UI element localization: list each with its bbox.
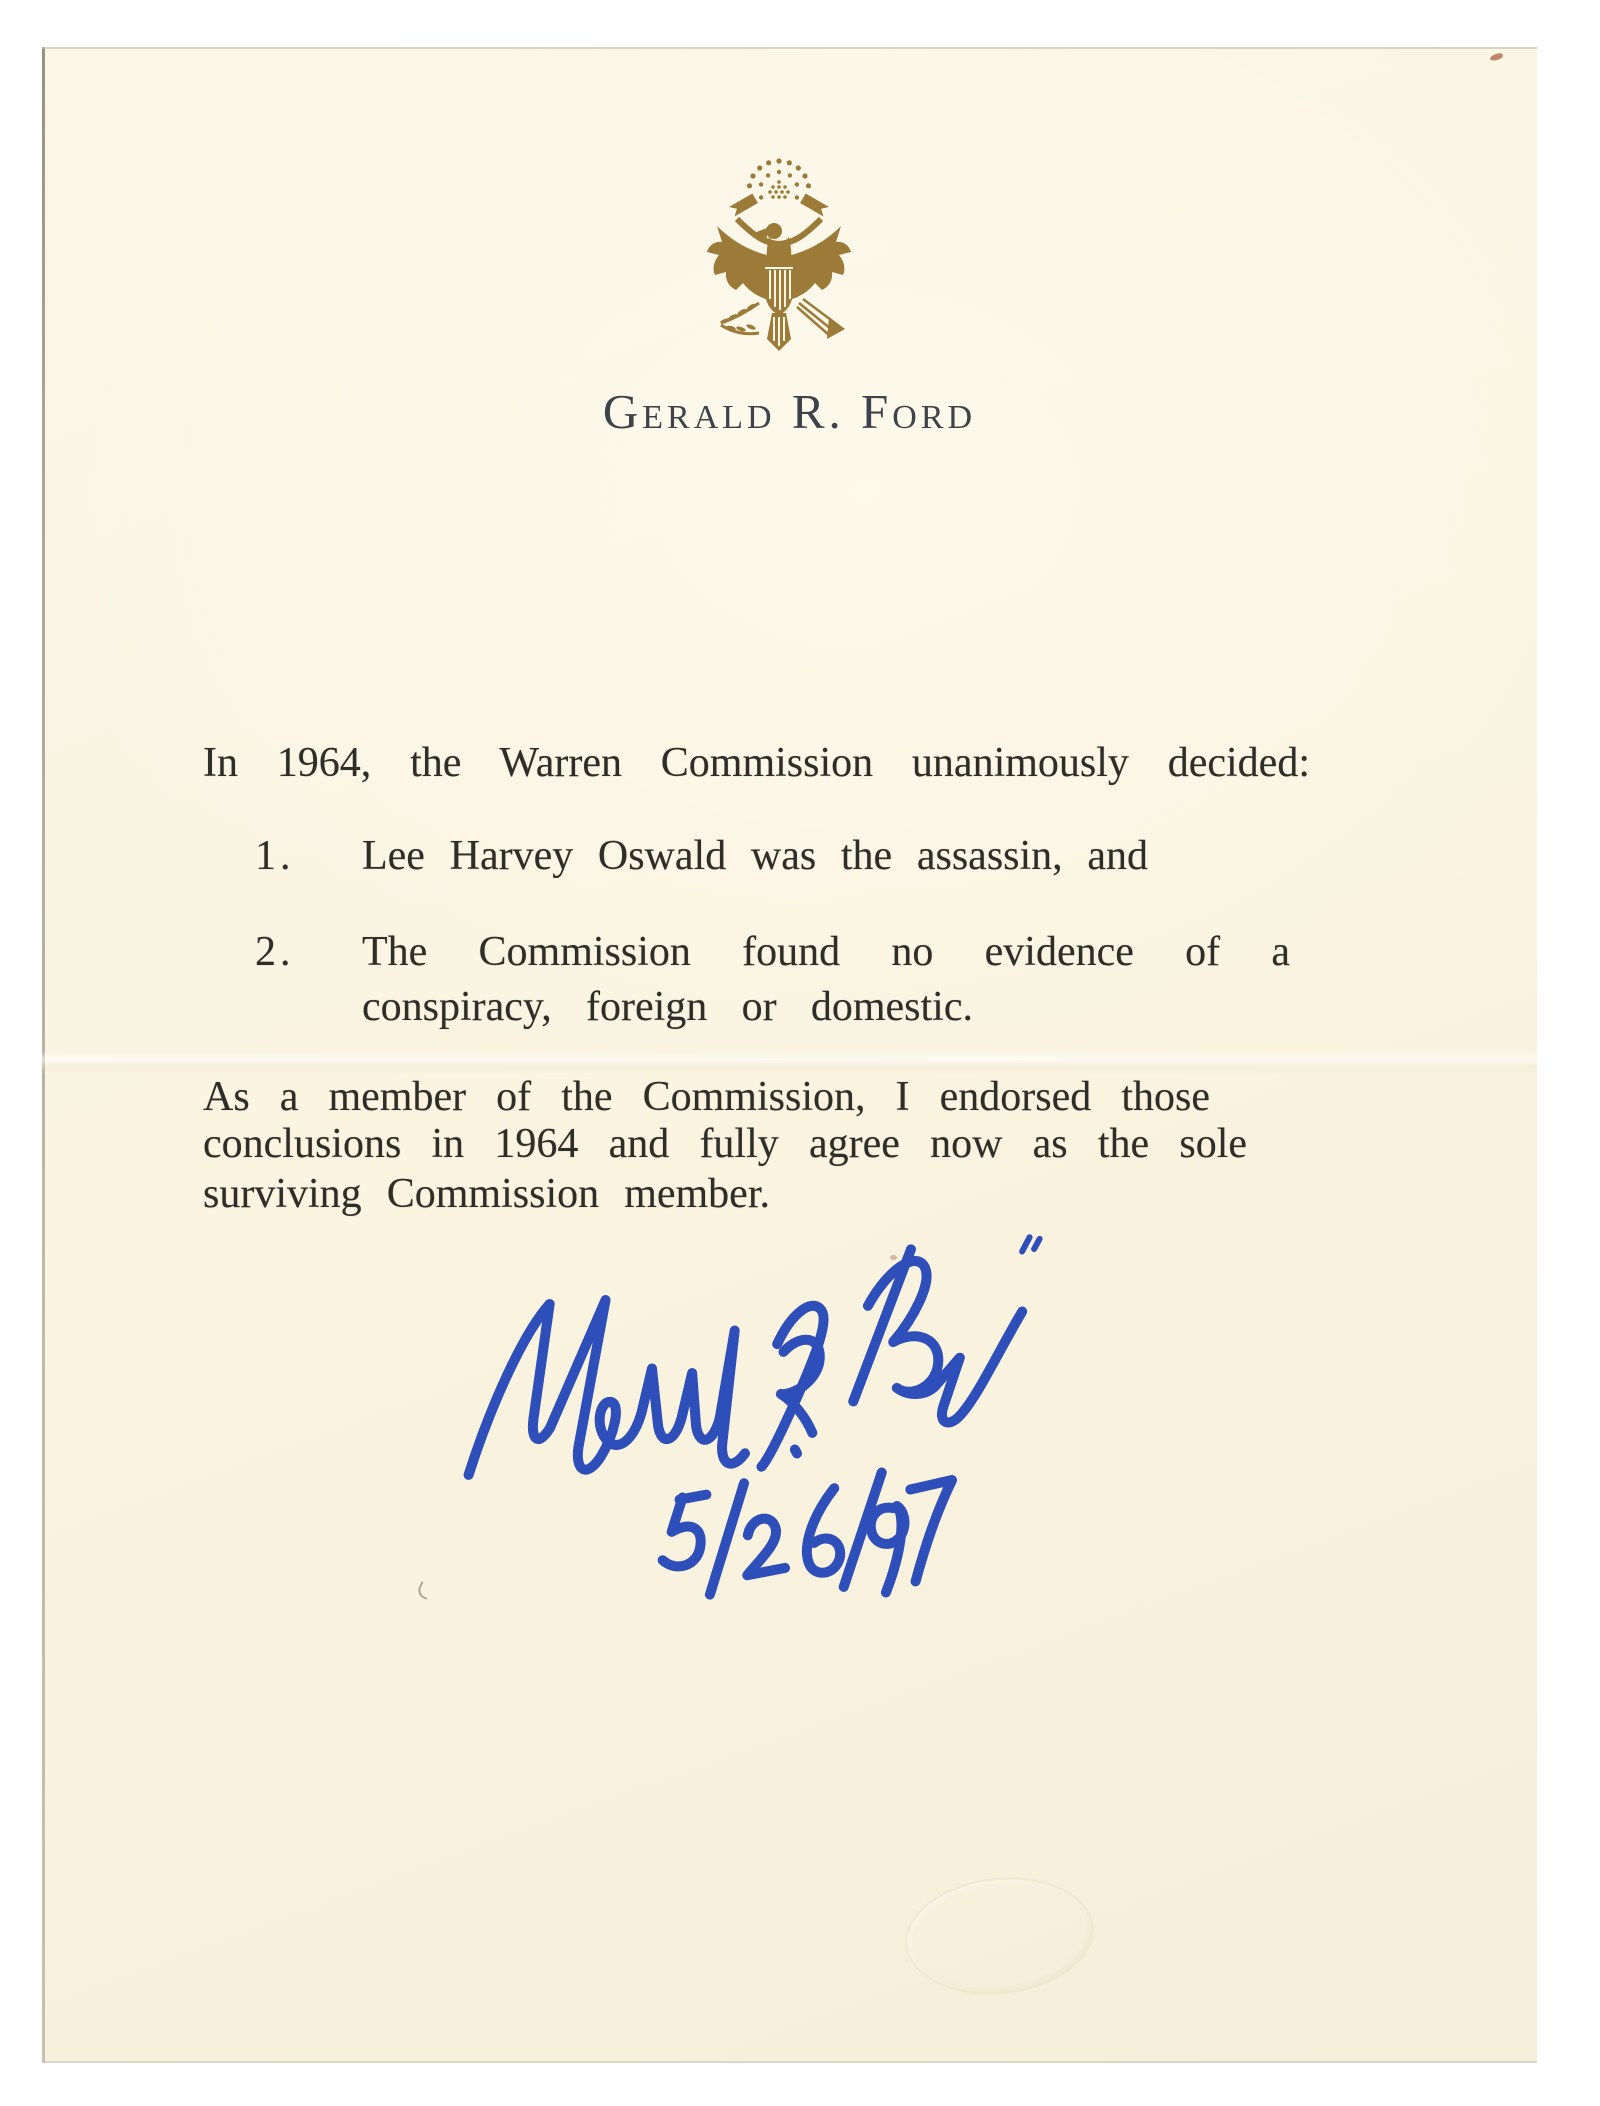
list-item-2-text-line-2: conspiracy, foreign or domestic. <box>362 984 973 1030</box>
paper-top-edge <box>42 47 1537 49</box>
body-intro-line: In 1964, the Warren Commission unanimously decided: <box>203 740 1310 786</box>
paper-stain-speck <box>1489 52 1503 61</box>
letter-paper <box>42 47 1537 2063</box>
closing-paragraph-line-2: conclusions in 1964 and fully agree now as the sole <box>203 1121 1247 1167</box>
closing-paragraph-line-3: surviving Commission member. <box>203 1171 770 1217</box>
embossed-oval-stamp <box>899 1868 1099 2003</box>
list-item-1-text: Lee Harvey Oswald was the assassin, and <box>362 833 1148 879</box>
pencil-smudge <box>415 1581 432 1600</box>
list-item-1-number: 1. <box>255 833 295 879</box>
list-item-2-text-line-1: The Commission found no evidence of a <box>362 929 1290 975</box>
handwritten-signature <box>442 1225 1062 1625</box>
paper-fold-crease <box>42 1050 1537 1074</box>
letterhead-name: Gerald R. Ford <box>602 384 977 439</box>
paper-bottom-edge <box>42 2061 1537 2063</box>
paper-stain-speck <box>890 1255 897 1260</box>
closing-paragraph-line-1: As a member of the Commission, I endorsed those <box>203 1074 1210 1120</box>
list-item-2-number: 2. <box>255 929 295 975</box>
presidential-eagle-seal-icon <box>693 157 865 362</box>
